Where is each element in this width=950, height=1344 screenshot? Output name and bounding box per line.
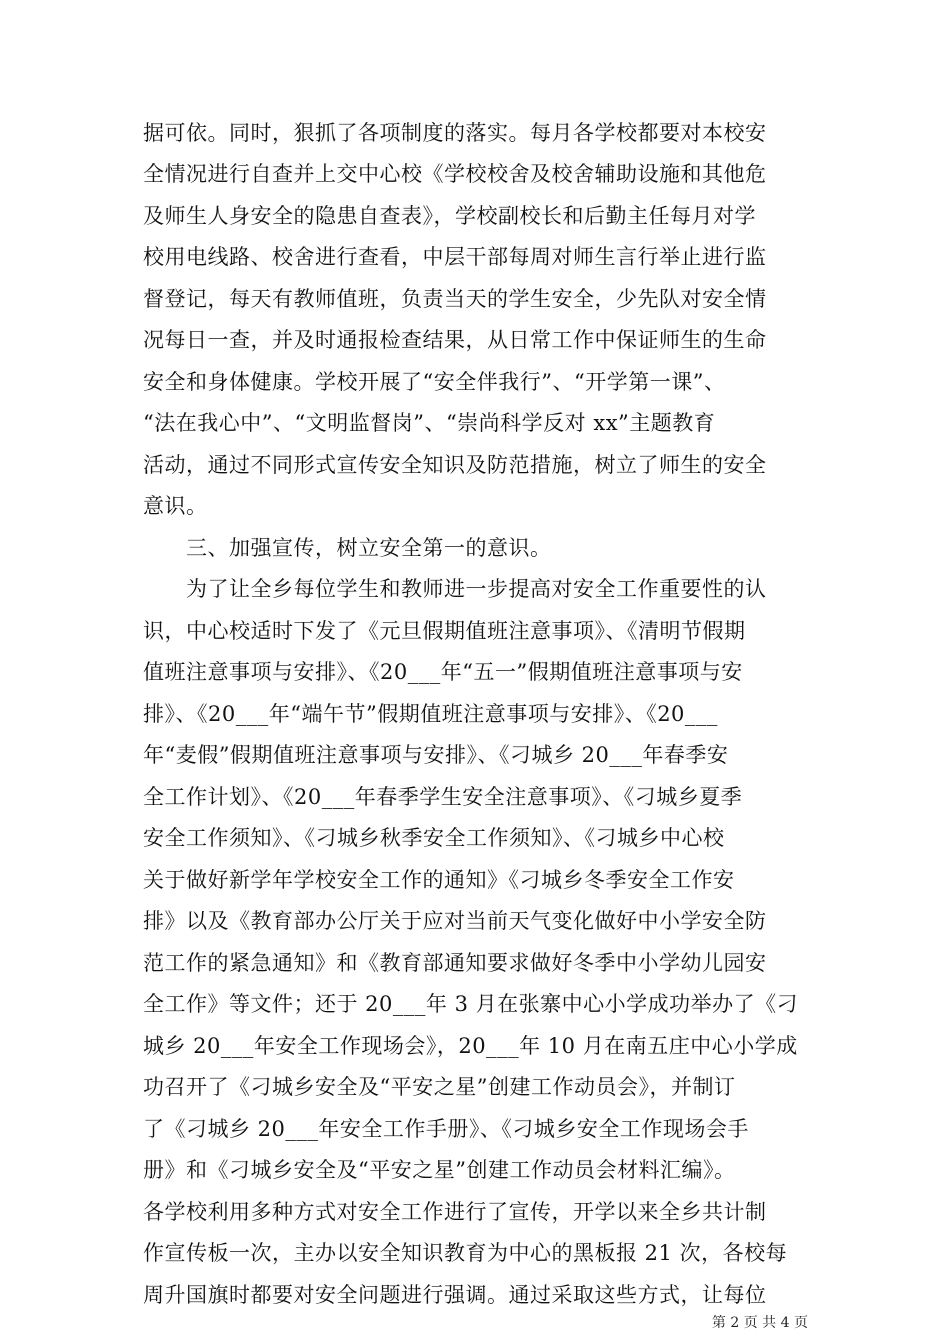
text-line: 各学校利用多种方式对安全工作进行了宣传，开学以来全乡共计制 — [143, 1200, 767, 1224]
page-number: 第 2 页 共 4 页 — [711, 1315, 808, 1331]
text-line: 了《刁城乡 20___年安全工作手册》、《刁城乡安全工作现场会手 — [143, 1117, 749, 1141]
text-line: 安全工作须知》、《刁城乡秋季安全工作须知》、《刁城乡中心校 — [143, 826, 725, 850]
text-line: 全工作计划》、《20___年春季学生安全注意事项》、《刁城乡夏季 — [143, 785, 743, 809]
text-line: 排》、《20___年“端午节”假期值班注意事项与安排》、《20___ — [143, 702, 718, 726]
text-line: 作宣传板一次，主办以安全知识教育为中心的黑板报 21 次，各校每 — [143, 1241, 788, 1265]
text-line: 功召开了《刁城乡安全及“平安之星”创建工作动员会》，并制订 — [143, 1075, 736, 1099]
text-line: 值班注意事项与安排》、《20___年“五一”假期值班注意事项与安 — [143, 660, 743, 684]
text-line: 城乡 20___年安全工作现场会》，20___年 10 月在南五庄中心小学成 — [143, 1034, 798, 1058]
text-line: 排》以及《教育部办公厅关于应对当前天气变化做好中小学安全防 — [143, 909, 767, 933]
paragraph-first-line: 为了让全乡每位学生和教师进一步提高对安全工作重要性的认 — [186, 577, 767, 601]
text-line: 校用电线路、校舍进行查看，中层干部每周对师生言行举止进行监 — [143, 245, 767, 269]
text-line: 册》和《刁城乡安全及“平安之星”创建工作动员会材料汇编》。 — [143, 1158, 736, 1182]
text-line: 据可依。同时，狠抓了各项制度的落实。每月各学校都要对本校安 — [143, 121, 767, 145]
text-line: 全情况进行自查并上交中心校《学校校舍及校舍辅助设施和其他危 — [143, 162, 767, 186]
text-line: 意识。 — [143, 494, 208, 518]
section-heading: 三、加强宣传，树立安全第一的意识。 — [186, 536, 552, 560]
text-line: 识，中心校适时下发了《元旦假期值班注意事项》、《清明节假期 — [143, 619, 746, 643]
text-line: 范工作的紧急通知》和《教育部通知要求做好冬季中小学幼儿园安 — [143, 951, 767, 975]
text-line: 及师生人身安全的隐患自查表》，学校副校长和后勤主任每月对学 — [143, 204, 756, 228]
text-line: 况每日一查，并及时通报检查结果，从日常工作中保证师生的生命 — [143, 328, 767, 352]
text-line: 安全和身体健康。学校开展了“安全伴我行”、“开学第一课”、 — [143, 370, 726, 394]
text-line: 全工作》等文件；还于 20___年 3 月在张寨中心小学成功举办了《刁 — [143, 992, 799, 1016]
text-line: 年“麦假”假期值班注意事项与安排》、《刁城乡 20___年春季安 — [143, 743, 729, 767]
text-line: “法在我心中”、“文明监督岗”、“崇尚科学反对 xx”主题教育 — [143, 411, 716, 435]
text-line: 周升国旗时都要对安全问题进行强调。通过采取这些方式，让每位 — [143, 1283, 767, 1307]
text-line: 活动，通过不同形式宣传安全知识及防范措施，树立了师生的安全 — [143, 453, 767, 477]
text-line: 关于做好新学年学校安全工作的通知》《刁城乡冬季安全工作安 — [143, 868, 735, 892]
text-line: 督登记，每天有教师值班，负责当天的学生安全，少先队对安全情 — [143, 287, 767, 311]
